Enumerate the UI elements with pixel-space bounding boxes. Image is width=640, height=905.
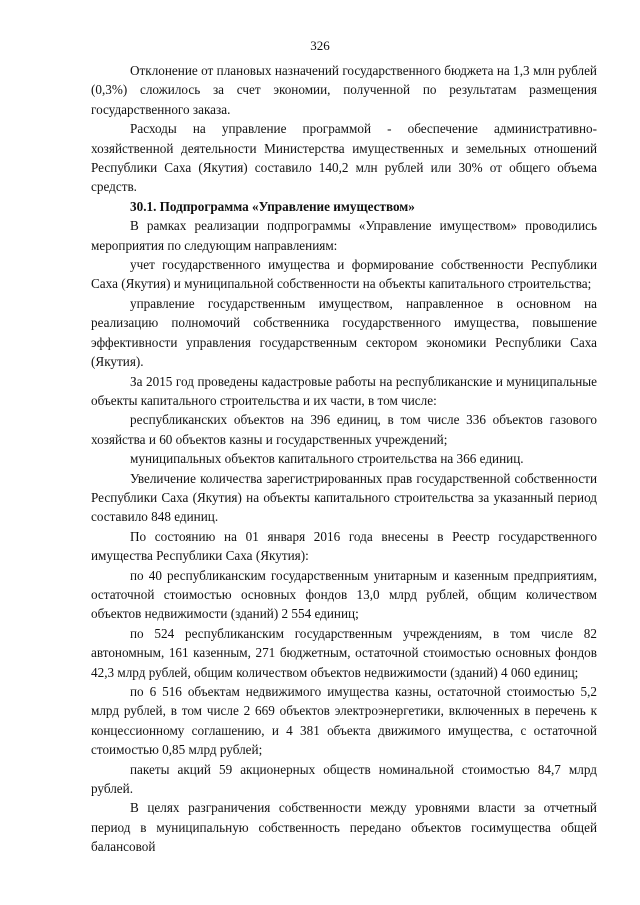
paragraph: В целях разграничения собственности между уровнями власти за отчетный период в муниципальную собственность передано объектов госимущества общей балансовой: [91, 800, 597, 855]
document-body: [91, 61, 597, 857]
paragraph: За 2015 год проведены кадастровые работы на республиканские и муниципальные объекты капитального строительства и их части, в том числе:: [91, 373, 597, 408]
paragraph: По состоянию на 01 января 2016 года внесены в Реестр государственного имущества Республики Саха (Якутия):: [91, 528, 597, 564]
paragraph: по 6 516 объектам недвижимого имущества казны, остаточной стоимостью 5,2 млрд рублей, в том числе 2 669 объектов электроэнергетики, включенных в перечень к концессионному соглашению, и 4 381 объекта движимого имущества, с остаточной стоимостью 0,85 млрд рублей;: [91, 684, 597, 758]
paragraph: Увеличение количества зарегистрированных прав государственной собственности Республики Саха (Якутия) на объекты капитального строительства за указанный период составило 848 единиц.: [91, 470, 597, 525]
paragraph: по 40 республиканским государственным унитарным и казенным предприятиям, остаточной стоимостью основных фондов 13,0 млрд рублей, общим количеством объектов недвижимости (зданий) 2 554 единиц;: [91, 567, 597, 622]
paragraph: по 524 республиканским государственным учреждениям, в том числе 82 автономным, 161 казенным, 271 бюджетным, остаточной стоимостью основных фондов 42,3 млрд рублей, общим количеством объектов недвижимости (зданий) 4 060 единиц;: [91, 625, 597, 680]
paragraph: республиканских объектов на 396 единиц, в том числе 336 объектов газового хозяйства и 60 объектов казны и государственных учреждений;: [91, 412, 597, 447]
paragraph: пакеты акций 59 акционерных обществ номинальной стоимостью 84,7 млрд рублей.: [91, 761, 597, 797]
section-heading: 30.1. Подпрограмма «Управление имуществом»: [130, 198, 415, 214]
paragraph: муниципальных объектов капитального строительства на 366 единиц.: [130, 451, 524, 467]
paragraph: В рамках реализации подпрограммы «Управление имуществом» проводились мероприятия по следующим направлениям:: [91, 218, 597, 253]
paragraph: Расходы на управление программой - обеспечение административно-хозяйственной деятельности Министерства имущественных и земельных отношений Республики Саха (Якутия) составило 140,2 млн рублей или 30% от общего объема средств.: [91, 121, 597, 195]
paragraph: управление государственным имуществом, направленное в основном на реализацию полномочий собственника государственного имущества, повышение эффективности управления государственным сектором экономики Республики Саха (Якутия).: [91, 295, 597, 370]
paragraph: учет государственного имущества и формирование собственности Республики Саха (Якутия) и муниципальной собственности на объекты капитального строительства;: [91, 257, 597, 292]
page-number: 326: [310, 38, 330, 53]
paragraph: Отклонение от плановых назначений государственного бюджета на 1,3 млн рублей (0,3%) сложилось за счет экономии, полученной по результатам размещения государственного заказа.: [91, 63, 597, 117]
